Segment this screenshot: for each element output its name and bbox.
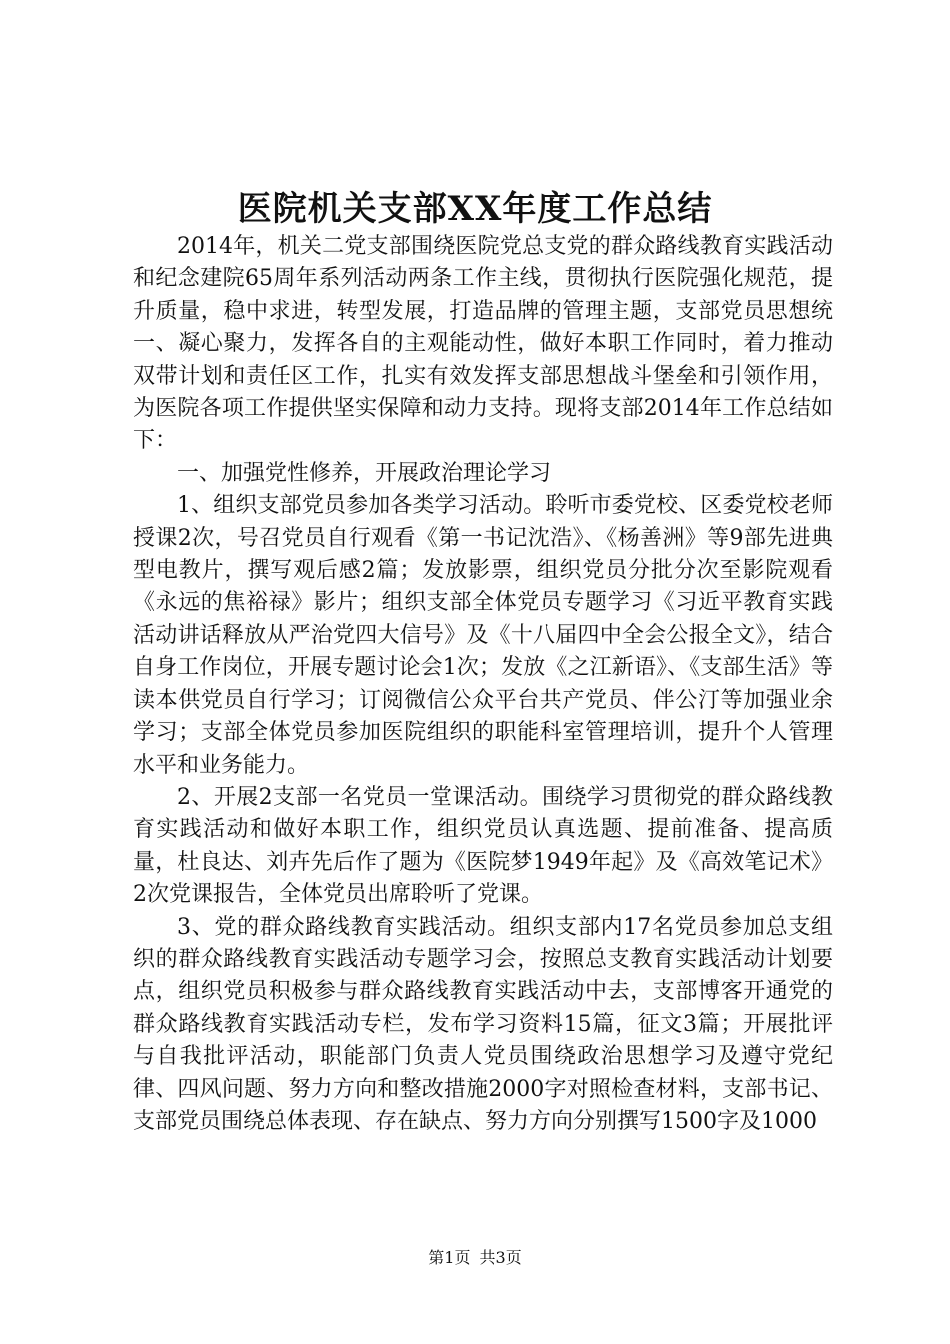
document-body bbox=[133, 231, 833, 1138]
paragraph-item-1: 1、组织支部党员参加各类学习活动。聆听市委党校、区委党校老师授课2次，号召党员自行观看《第一书记沈浩》、《杨善洲》等9部先进典型电教片，撰写观后感2篇；发放影票，组织党员分批分次至影院观看《永远的焦裕禄》影片；组织支部全体党员专题学习《习近平教育实践活动讲话释放从严治党四大信号》及《十八届四中全会公报全文》，结合自身工作岗位，开展专题讨论会1次；发放《之江新语》、《支部生活》等读本供党员自行学习；订阅微信公众平台共产党员、伴公汀等加强业余学习；支部全体党员参加医院组织的职能科室管理培训，提升个人管理水平和业务能力。 bbox=[133, 493, 833, 778]
paragraph-item-3: 3、党的群众路线教育实践活动。组织支部内17名党员参加总支组织的群众路线教育实践活动专题学习会，按照总支教育实践活动计划要点，组织党员积极参与群众路线教育实践活动中去，支部博客开通党的群众路线教育实践活动专栏，发布学习资料15篇，征文3篇；开展批评与自我批评活动，职能部门负责人党员围绕政治思想学习及遵守党纪律、四风问题、努力方向和整改措施2000字对照检查材料，支部书记、支部党员围绕总体表现、存在缺点、努力方向分别撰写1500字及1000 bbox=[133, 914, 833, 1134]
page-footer bbox=[0, 1246, 950, 1270]
paragraph-item-2: 2、开展2支部一名党员一堂课活动。围绕学习贯彻党的群众路线教育实践活动和做好本职工作，组织党员认真选题、提前准备、提高质量，杜良达、刘卉先后作了题为《医院梦1949年起》及《高效笔记术》2次党课报告，全体党员出席聆听了党课。 bbox=[133, 784, 833, 908]
document-title: 医院机关支部XX年度工作总结 bbox=[237, 189, 713, 229]
page-total: 共3页 bbox=[479, 1248, 522, 1267]
paragraph-intro: 2014年，机关二党支部围绕医院党总支党的群众路线教育实践活动和纪念建院65周年系列活动两条工作主线，贯彻执行医院强化规范，提升质量，稳中求进，转型发展，打造品牌的管理主题，支部党员思想统一、凝心聚力，发挥各自的主观能动性，做好本职工作同时，着力推动双带计划和责任区工作，扎实有效发挥支部思想战斗堡垒和引领作用，为医院各项工作提供坚实保障和动力支持。现将支部2014年工作总结如下： bbox=[133, 234, 833, 454]
section-heading: 一、加强党性修养，开展政治理论学习 bbox=[177, 460, 552, 486]
page-number: 第1页 bbox=[428, 1248, 471, 1267]
